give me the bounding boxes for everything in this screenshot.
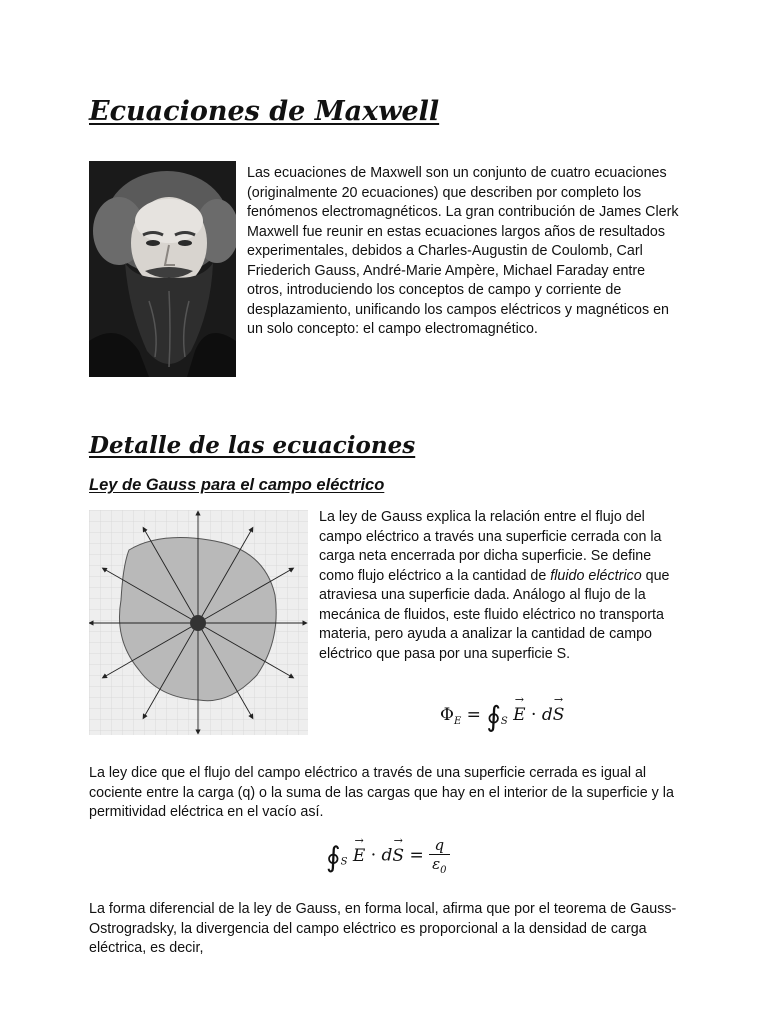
maxwell-portrait — [89, 161, 236, 377]
gauss-differential-paragraph: La forma diferencial de la ley de Gauss, en forma local, afirma que por el teorema de Gauss-Ostrogradsky, la divergencia del campo eléctrico es proporcional a la densidad de carga eléctrica, es decir, — [89, 901, 677, 956]
subsection-title: Ley de Gauss para el campo eléctrico — [89, 476, 385, 494]
section-title: Detalle de las ecuaciones — [89, 432, 416, 459]
gauss-field-diagram — [89, 510, 308, 735]
intro-paragraph: Las ecuaciones de Maxwell son un conjunto de cuatro ecuaciones (originalmente 20 ecuaciones) que describen por completo los fenómenos electromagnéticos. La gran contribución de James Clerk Maxwell fue reunir en estas ecuaciones largos años de resultados experimentales, debidos a Charles-Augustin de Coulomb, Carl Friederich Gauss, André-Marie Ampère, Michael Faraday entre otros, introduciendo los conceptos de campo y corriente de desplazamiento, unificando los campos eléctricos y magnéticos en un solo concepto: el campo electromagnético. — [247, 165, 679, 337]
gauss-integral-formula: $∮_S \to E \cdot d\to S$ = $\frac{q}{\varepsilon_0}$ — [326, 836, 450, 876]
gauss-flux-formula: $\Phi_E$ = $∮_S \to E \cdot d\to S$ — [440, 700, 564, 733]
page-title: Ecuaciones de Maxwell — [89, 96, 440, 127]
gauss-law-statement: La ley dice que el flujo del campo eléctrico a través de una superficie cerrada es igual al cociente entre la carga (q) o la suma de las cargas que hay en el interior de la superficie y la permitividad eléctrica en el vacío así. — [89, 765, 674, 820]
point-charge — [190, 615, 206, 631]
gauss-law-paragraph: La ley de Gauss explica la relación entre el flujo del campo eléctrico a través una superficie cerrada con la carga neta encerrada por dicha superficie. Se define como flujo eléctrico a la cantidad de fluido eléctrico que atraviesa una superficie dada. Análogo al flujo de la mecánica de fluidos, este fluido eléctrico no transporta materia, pero ayuda a analizar la cantidad de campo eléctrico que pasa por una superficie S. — [319, 509, 670, 662]
